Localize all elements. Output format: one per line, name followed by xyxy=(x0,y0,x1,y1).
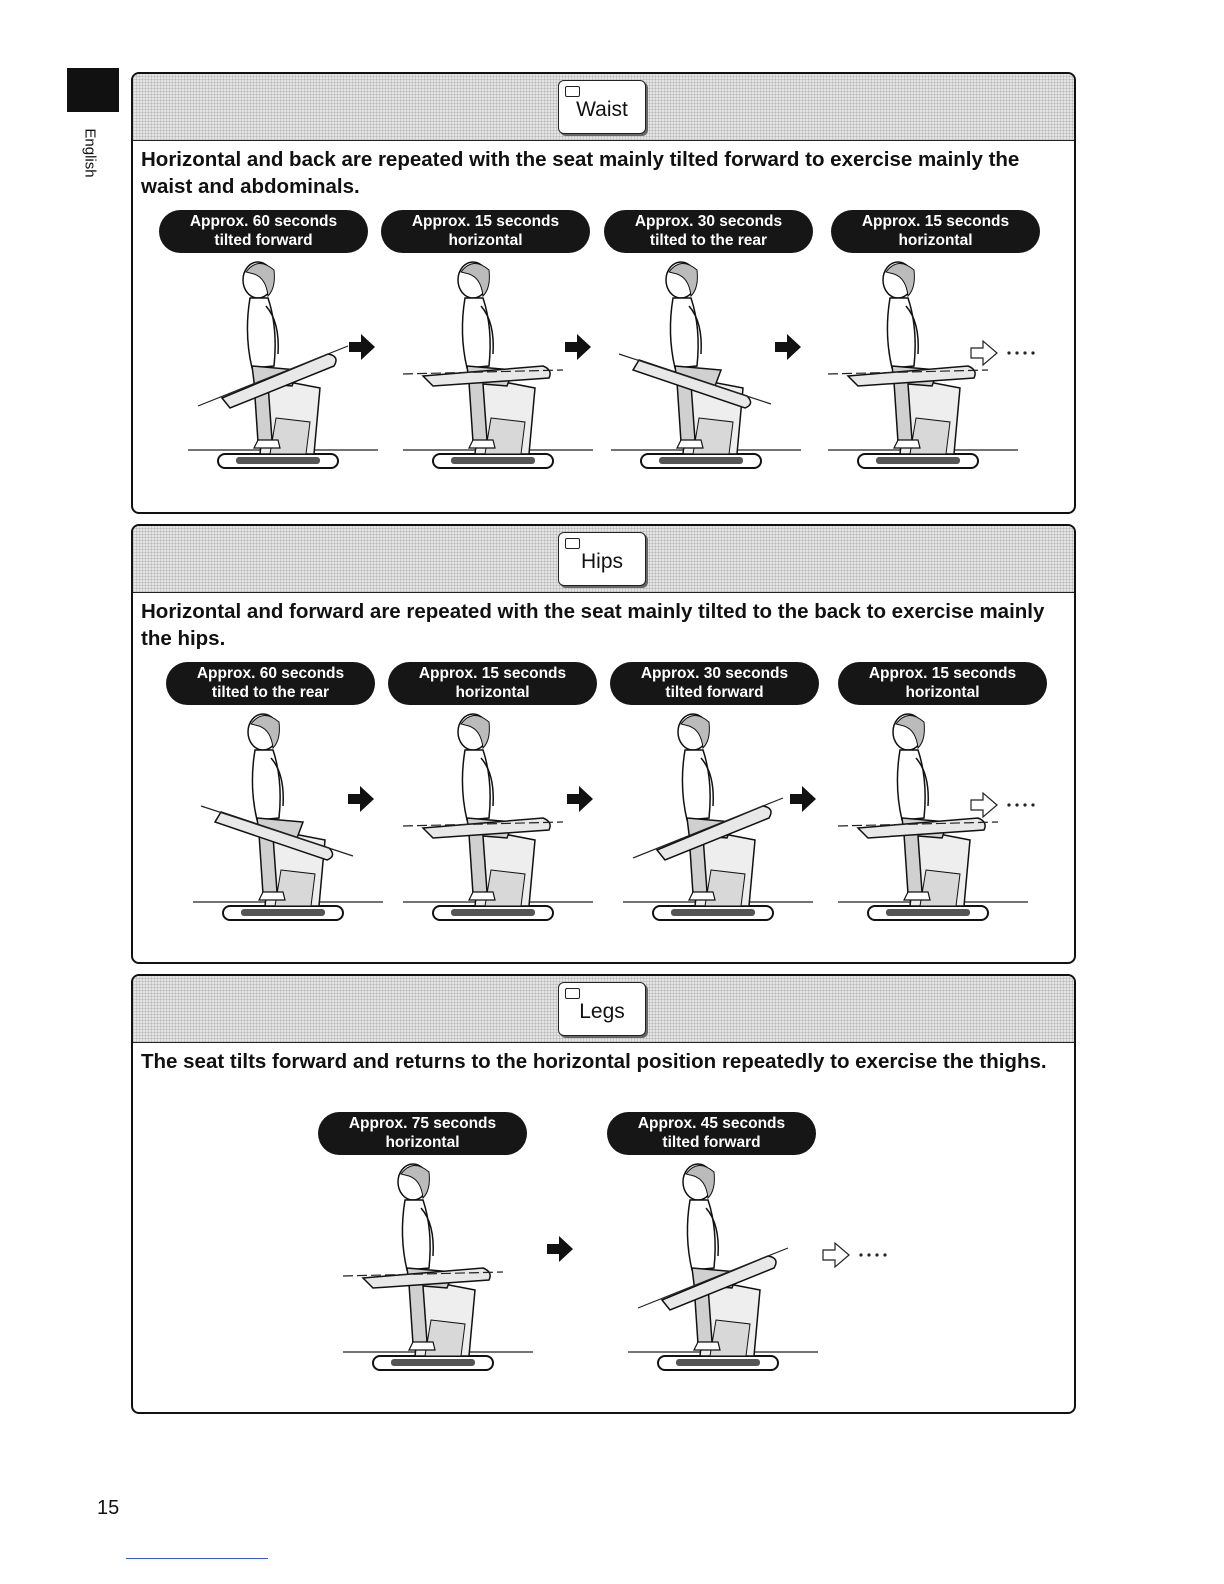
step-label: Approx. 15 seconds horizontal xyxy=(831,210,1040,253)
step-label: Approx. 15 seconds horizontal xyxy=(838,662,1047,705)
step-label: Approx. 30 seconds tilted forward xyxy=(610,662,819,705)
right-arrow-icon xyxy=(565,784,595,814)
panel-header-band xyxy=(133,74,1074,141)
step-label: Approx. 15 seconds horizontal xyxy=(388,662,597,705)
mode-tab-icon xyxy=(565,538,580,549)
rider-tilted-forward-illustration xyxy=(188,258,378,498)
language-label: English xyxy=(81,128,99,178)
mode-description: Horizontal and back are repeated with the seat mainly tilted forward to exercise mainly the waist and abdominals. xyxy=(141,148,1020,198)
step-label: Approx. 45 seconds tilted forward xyxy=(607,1112,816,1155)
rider-horizontal-illustration xyxy=(403,710,593,950)
right-arrow-icon xyxy=(346,784,376,814)
step-label: Approx. 60 seconds tilted to the rear xyxy=(166,662,375,705)
right-arrow-icon xyxy=(563,332,593,362)
mode-tab-icon xyxy=(565,988,580,999)
rider-horizontal-illustration xyxy=(403,258,593,498)
step-label: Approx. 15 seconds horizontal xyxy=(381,210,590,253)
step-label: Approx. 60 seconds tilted forward xyxy=(159,210,368,253)
mode-tab-icon xyxy=(565,86,580,97)
step-label: Approx. 75 seconds horizontal xyxy=(318,1112,527,1155)
right-arrow-icon xyxy=(773,332,803,362)
rider-horizontal-illustration xyxy=(828,258,1018,498)
mode-title: Waist xyxy=(576,98,628,121)
hips-mode-panel xyxy=(131,524,1076,964)
mode-description: Horizontal and forward are repeated with the seat mainly tilted to the back to exercise mainly the hips. xyxy=(141,600,1045,650)
mode-tab xyxy=(558,80,646,134)
mode-title: Hips xyxy=(580,550,623,573)
right-arrow-icon xyxy=(347,332,377,362)
waist-mode-panel xyxy=(131,72,1076,514)
continue-arrow-icon xyxy=(969,790,1049,820)
continue-arrow-icon xyxy=(969,338,1049,368)
continue-arrow-icon xyxy=(821,1240,901,1270)
rider-horizontal-illustration xyxy=(343,1160,533,1400)
mode-title: Legs xyxy=(579,1000,625,1023)
rider-tilted-rear-illustration xyxy=(193,710,383,950)
step-label: Approx. 30 seconds tilted to the rear xyxy=(604,210,813,253)
language-tab-marker xyxy=(67,68,119,112)
right-arrow-icon xyxy=(545,1234,575,1264)
right-arrow-icon xyxy=(788,784,818,814)
rider-tilted-forward-illustration xyxy=(623,710,813,950)
footer-divider xyxy=(126,1558,268,1559)
mode-description: The seat tilts forward and returns to the horizontal position repeatedly to exercise the thighs. xyxy=(141,1050,1047,1073)
panel-header-band xyxy=(133,526,1074,593)
rider-tilted-rear-illustration xyxy=(611,258,801,498)
legs-mode-panel xyxy=(131,974,1076,1414)
rider-tilted-forward-illustration xyxy=(628,1160,818,1400)
page-number: 15 xyxy=(97,1497,120,1519)
panel-header-band xyxy=(133,976,1074,1043)
mode-tab xyxy=(558,982,646,1036)
mode-tab xyxy=(558,532,646,586)
rider-horizontal-illustration xyxy=(838,710,1028,950)
